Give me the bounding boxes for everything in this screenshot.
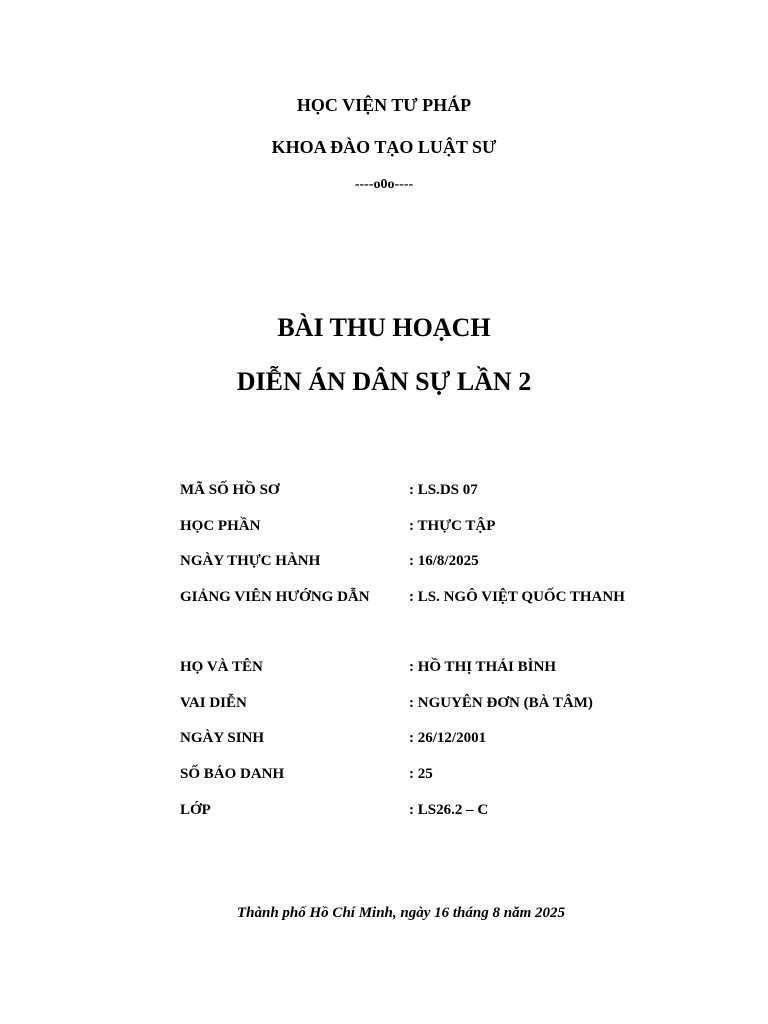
document-title: BÀI THU HOẠCH <box>277 313 491 342</box>
info-label: HỌC PHẦN <box>180 517 261 534</box>
faculty-name: KHOA ĐÀO TẠO LUẬT SƯ <box>271 137 497 157</box>
info-value: : 26/12/2001 <box>409 730 487 747</box>
info-value: : 25 <box>409 766 433 783</box>
info-row-practice-date <box>180 553 740 589</box>
info-row-role <box>180 695 740 731</box>
info-value: : THỰC TẬP <box>409 517 496 534</box>
course-info-block <box>180 482 740 625</box>
document-subtitle: DIỄN ÁN DÂN SỰ LẦN 2 <box>236 367 532 396</box>
info-row-full-name <box>180 659 740 695</box>
place-date-line: Thành phố Hồ Chí Minh, ngày 16 tháng 8 năm 2025 <box>236 905 565 921</box>
info-row-case-code <box>180 482 740 518</box>
info-label: HỌ VÀ TÊN <box>180 659 263 675</box>
info-value: : HỒ THỊ THÁI BÌNH <box>409 659 556 675</box>
info-label: VAI DIỄN <box>180 694 247 711</box>
info-label: SỐ BÁO DANH <box>180 766 285 783</box>
institution-name: HỌC VIỆN TƯ PHÁP <box>296 95 472 115</box>
info-row-birth-date <box>180 730 740 766</box>
info-label: GIẢNG VIÊN HƯỚNG DẪN <box>180 589 370 606</box>
info-row-candidate-number <box>180 766 740 802</box>
info-value: : LS. NGÔ VIỆT QUỐC THANH <box>409 589 625 606</box>
info-row-instructor <box>180 589 740 625</box>
info-row-module <box>180 518 740 554</box>
info-value: : LS.DS 07 <box>409 482 478 498</box>
info-value: : LS26.2 – C <box>409 801 489 818</box>
info-label: MÃ SỐ HỒ SƠ <box>180 482 280 498</box>
info-value: : 16/8/2025 <box>409 553 479 570</box>
info-label: LỚP <box>180 801 211 818</box>
info-row-class <box>180 802 740 838</box>
info-label: NGÀY SINH <box>180 730 265 747</box>
info-value: : NGUYÊN ĐƠN (BÀ TÂM) <box>409 694 593 711</box>
student-info-block <box>180 659 740 837</box>
separator-ornament: ----o0o---- <box>354 177 414 192</box>
info-label: NGÀY THỰC HÀNH <box>180 553 321 570</box>
